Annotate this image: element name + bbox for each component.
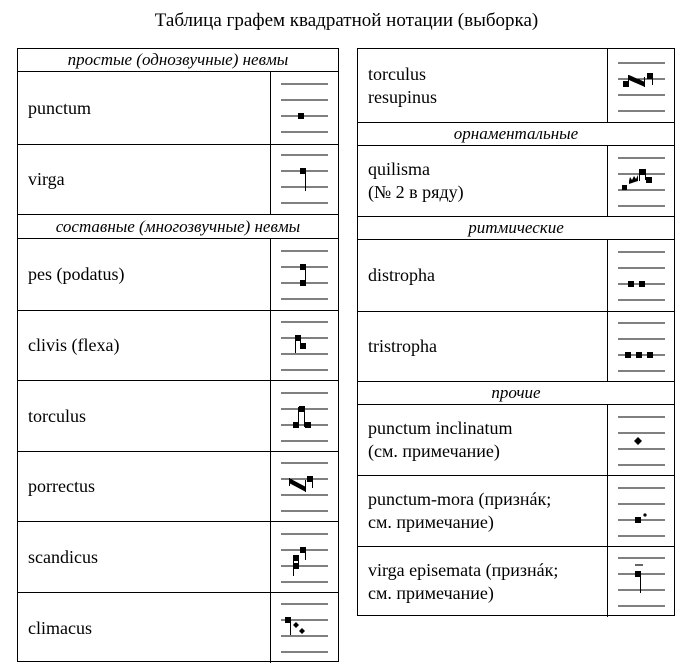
neume-name: distropha	[368, 265, 435, 285]
punctum-inclinatum-neume-icon	[607, 405, 676, 475]
table-row	[358, 547, 674, 617]
neume-name: quilisma (№ 2 в ряду)	[368, 159, 464, 202]
torculus-resupinus-neume-icon	[607, 49, 676, 122]
table-row	[18, 145, 338, 215]
neume-name: tristropha	[368, 336, 437, 356]
table-row	[358, 49, 674, 123]
table-row	[18, 311, 338, 381]
table-row	[18, 239, 338, 311]
climacus-neume-icon	[270, 593, 340, 663]
punctum-neume-icon	[270, 72, 340, 144]
section-header-rhythmic: ритмические	[358, 217, 674, 240]
virga-episemata-neume-icon	[607, 547, 676, 617]
neume-name: pes (podatus)	[28, 264, 125, 284]
tristropha-neume-icon	[607, 312, 676, 381]
clivis-neume-icon	[270, 311, 340, 380]
torculus-neume-icon	[270, 381, 340, 451]
neume-name: porrectus	[28, 476, 95, 496]
neume-name: punctum inclinatum (см. примечание)	[368, 418, 513, 461]
neume-name: torculus resupinus	[368, 63, 437, 107]
table-row	[18, 593, 338, 663]
table-row	[358, 405, 674, 476]
table-row	[18, 522, 338, 593]
section-header-compound: составные (многозвучные) невмы	[18, 215, 338, 239]
pes-neume-icon	[270, 239, 340, 310]
quilisma-neume-icon	[607, 146, 676, 216]
neume-name: virga	[28, 169, 65, 189]
scandicus-neume-icon	[270, 522, 340, 592]
table-row	[18, 381, 338, 452]
neume-name: clivis (flexa)	[28, 335, 120, 355]
table-row	[358, 312, 674, 382]
punctum-mora-neume-icon	[607, 476, 676, 546]
right-table	[357, 48, 675, 616]
virga-neume-icon	[270, 145, 340, 214]
porrectus-neume-icon	[270, 452, 340, 521]
neume-name: scandicus	[28, 546, 98, 567]
table-row	[358, 240, 674, 312]
section-header-simple: простые (однозвучные) невмы	[18, 49, 338, 72]
table-row	[18, 72, 338, 145]
table-row	[18, 452, 338, 522]
distropha-neume-icon	[607, 240, 676, 311]
section-header-other: прочие	[358, 382, 674, 405]
neume-name: virga episemata (признáк; см. примечание)	[368, 560, 559, 603]
section-header-ornamental: орнаментальные	[358, 123, 674, 146]
neume-name: torculus	[28, 405, 86, 426]
neume-name: punctum	[28, 97, 91, 118]
page-title: Таблица графем квадратной нотации (выборка)	[154, 10, 539, 31]
table-row	[358, 476, 674, 547]
left-table	[17, 48, 339, 662]
neume-name: climacus	[28, 617, 92, 638]
table-row	[358, 146, 674, 217]
neume-name: punctum-mora (признáк; см. примечание)	[368, 489, 552, 532]
